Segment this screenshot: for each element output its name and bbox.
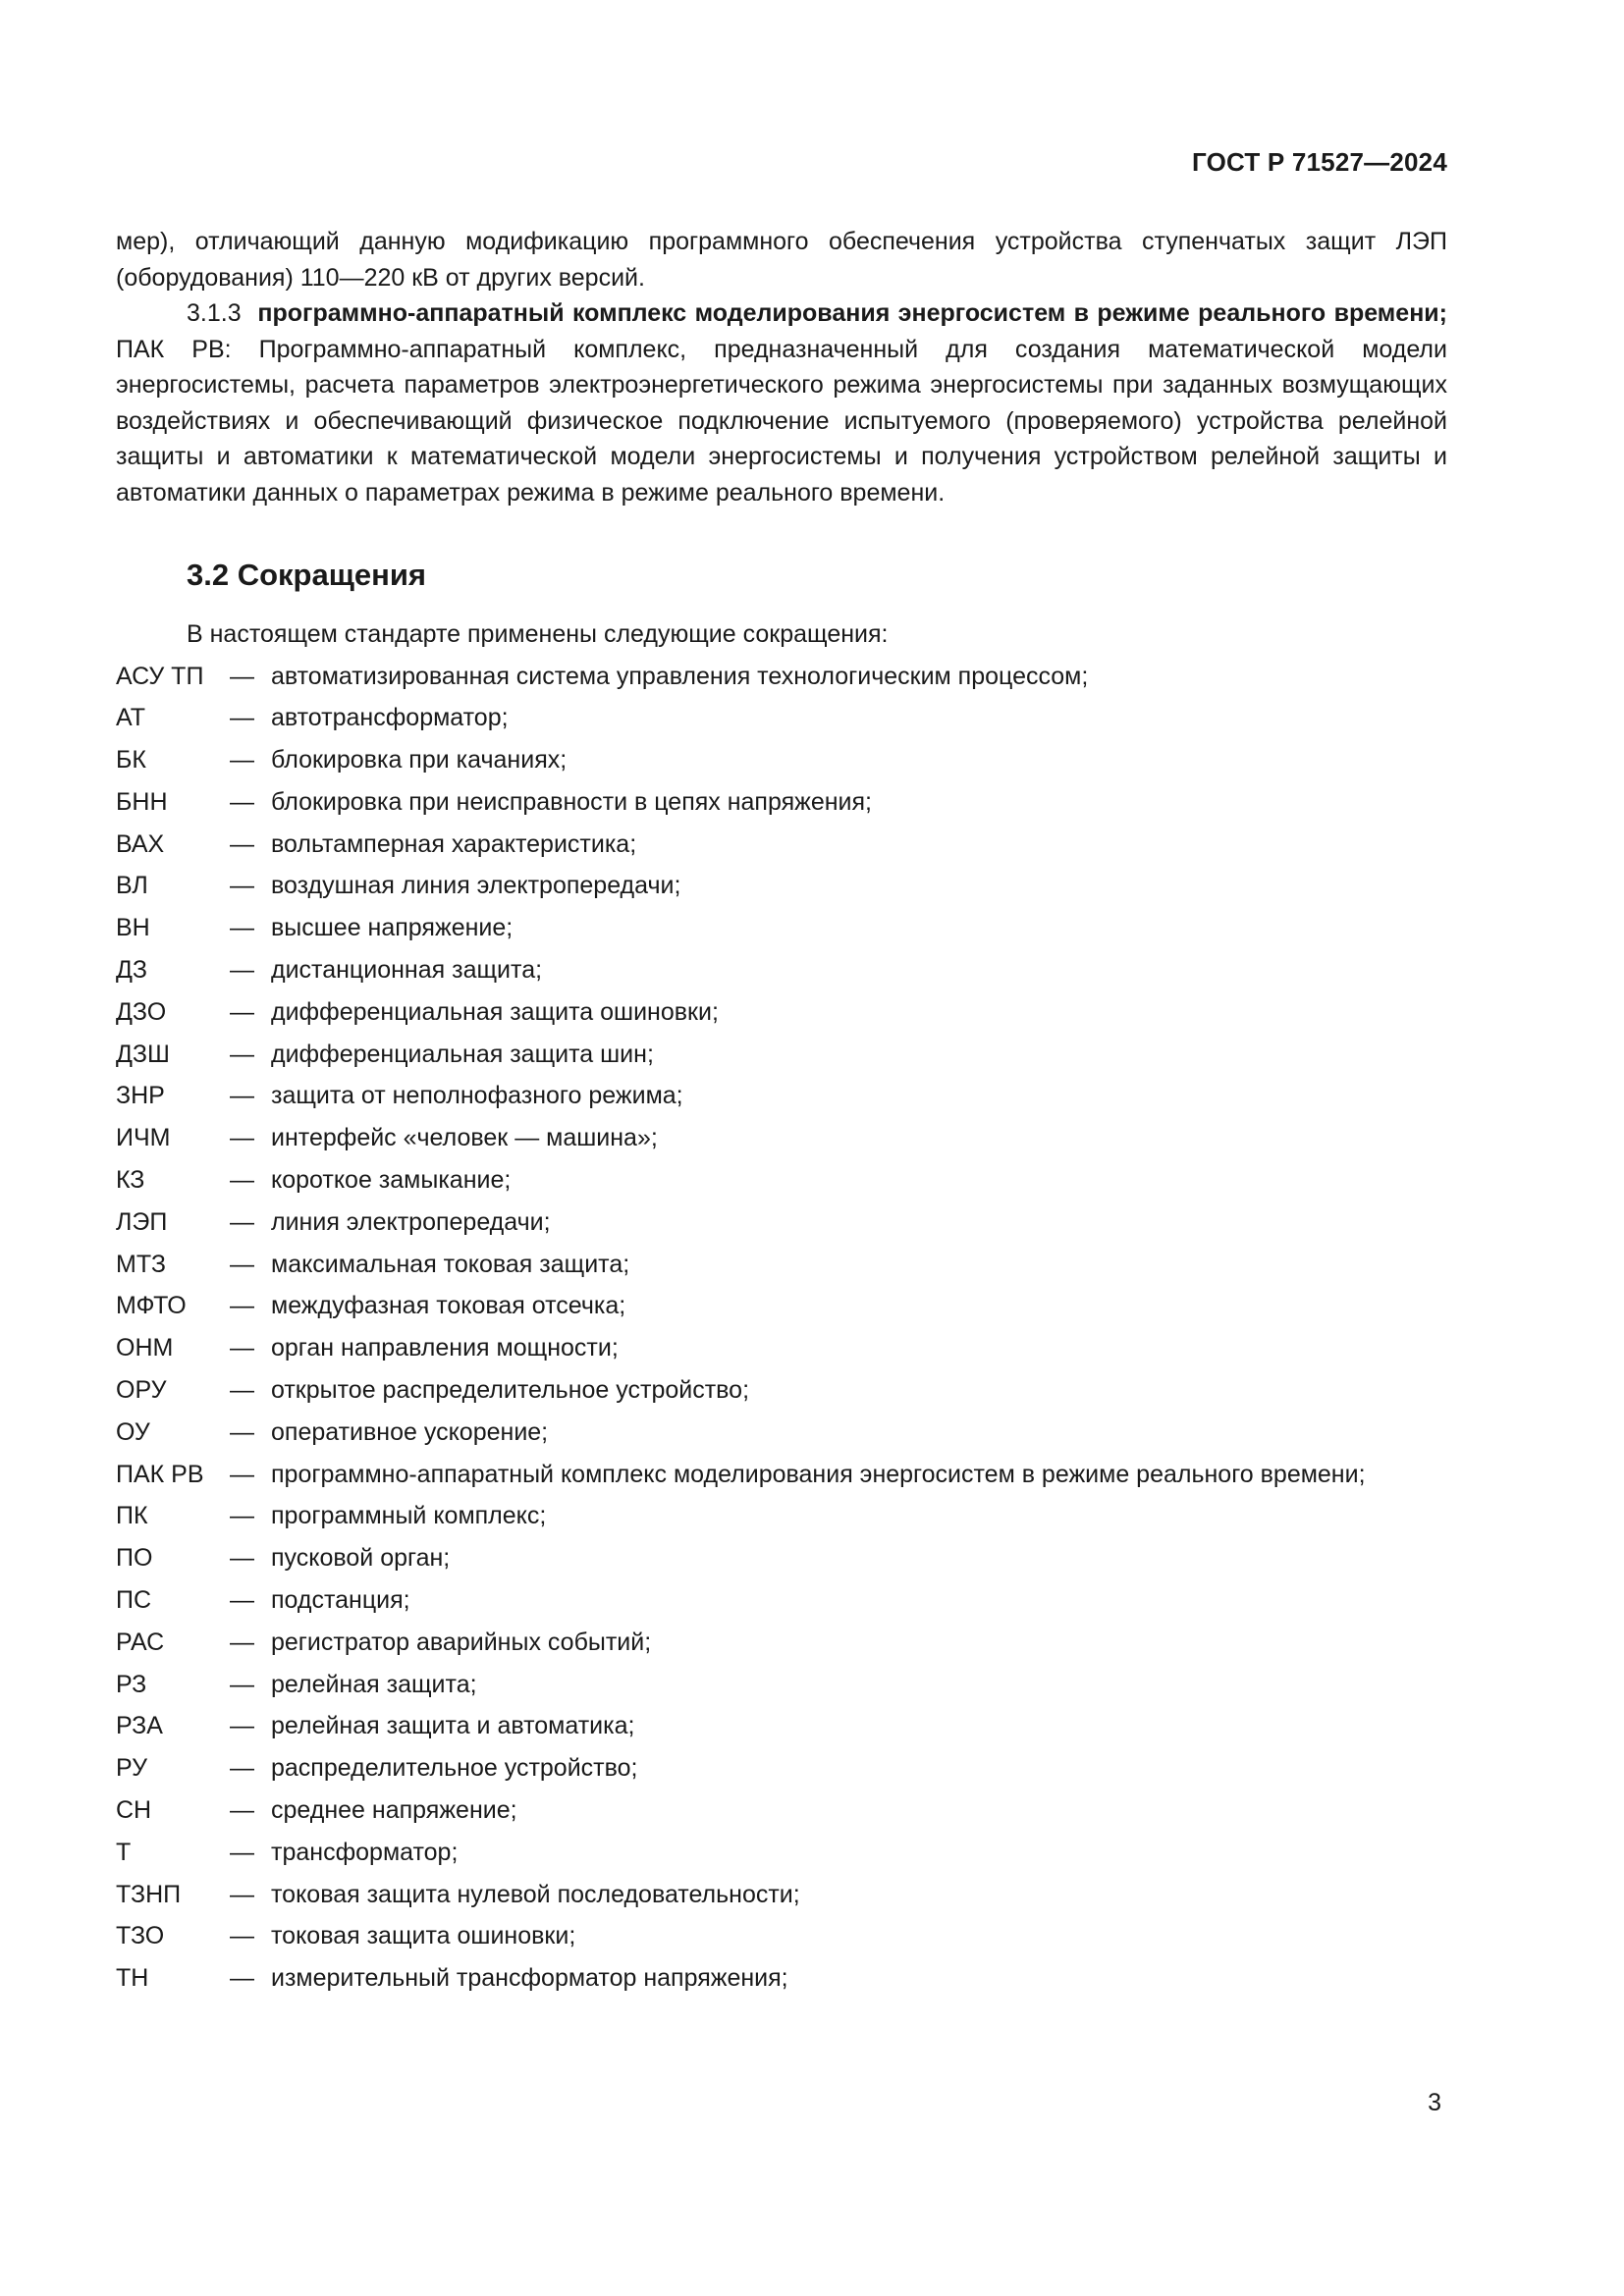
continuation-paragraph: мер), отличающий данную модификацию программного обеспечения устройства ступенчатых защит ЛЭП (оборудования) 110—220 кВ от других версий.: [116, 228, 1447, 292]
abbreviation-row: [116, 868, 1447, 904]
definition-text: ПАК РВ: Программно-аппаратный комплекс, предназначенный для создания математической модели энергосистемы, расчета параметров электроэнергетического режима энергосистемы при заданных возмущающих воздействиях и обеспечивающий физическое подключение испытуемого (проверяемого) устройства релейной защиты и автоматики к математической модели энергосистемы и получения устройством релейной защиты и автоматики данных о параметрах режима в режиме реального времени.: [116, 335, 1447, 507]
abbreviation-dash: —: [230, 1124, 254, 1152]
abbreviation-term: ПС: [116, 1586, 152, 1615]
abbreviation-term: РАС: [116, 1628, 165, 1656]
abbreviation-term: ТЗО: [116, 1922, 165, 1950]
abbreviation-term: ТЗНП: [116, 1880, 182, 1908]
abbreviation-definition: релейная защита и автоматика;: [271, 1712, 635, 1740]
abbreviation-definition: дифференциальная защита шин;: [271, 1040, 654, 1068]
abbreviation-row: [116, 1078, 1447, 1114]
abbreviation-dash: —: [230, 829, 254, 858]
abbreviation-row: [116, 700, 1447, 736]
abbreviation-term: ОРУ: [116, 1376, 167, 1405]
abbreviation-term: ОУ: [116, 1417, 150, 1446]
abbreviation-term: ВН: [116, 914, 150, 942]
abbreviation-dash: —: [230, 704, 254, 732]
abbreviation-row: [116, 1498, 1447, 1534]
abbreviation-row: [116, 1288, 1447, 1324]
abbreviation-definition: блокировка при неисправности в цепях напряжения;: [271, 787, 872, 816]
abbreviation-definition: автотрансформатор;: [271, 704, 509, 732]
abbreviations-list: [116, 659, 1447, 1997]
abbreviation-term: АТ: [116, 704, 145, 732]
abbreviation-dash: —: [230, 787, 254, 816]
abbreviation-term: СН: [116, 1796, 152, 1825]
abbreviation-definition: программно-аппаратный комплекс моделирования энергосистем в режиме реального времени;: [271, 1460, 1366, 1488]
abbreviation-term: РУ: [116, 1754, 148, 1783]
abbreviation-dash: —: [230, 1334, 254, 1362]
abbreviation-dash: —: [230, 1880, 254, 1908]
abbreviation-term: АСУ ТП: [116, 662, 204, 690]
abbreviation-term: Т: [116, 1838, 132, 1866]
abbreviation-row: [116, 1415, 1447, 1451]
abbreviation-dash: —: [230, 1670, 254, 1698]
abbreviation-definition: орган направления мощности;: [271, 1334, 619, 1362]
abbreviation-definition: максимальная токовая защита;: [271, 1250, 630, 1278]
abbreviation-definition: блокировка при качаниях;: [271, 746, 568, 774]
abbreviation-dash: —: [230, 872, 254, 900]
abbreviation-row: [116, 1540, 1447, 1576]
abbreviation-term: ИЧМ: [116, 1124, 171, 1152]
abbreviation-definition: программный комплекс;: [271, 1502, 547, 1530]
abbreviation-term: ОНМ: [116, 1334, 174, 1362]
abbreviation-definition: вольтамперная характеристика;: [271, 829, 637, 858]
abbreviation-dash: —: [230, 1712, 254, 1740]
abbreviation-term: ВАХ: [116, 829, 165, 858]
document-header-id: ГОСТ Р 71527—2024: [1192, 147, 1447, 177]
abbreviation-row: [116, 1835, 1447, 1871]
abbreviation-dash: —: [230, 1964, 254, 1993]
definition-number: 3.1.3: [187, 299, 242, 327]
abbreviation-dash: —: [230, 1292, 254, 1320]
abbreviation-definition: среднее напряжение;: [271, 1796, 517, 1825]
abbreviation-row: [116, 1960, 1447, 1997]
abbreviation-dash: —: [230, 1417, 254, 1446]
abbreviation-term: КЗ: [116, 1166, 145, 1195]
abbreviation-term: ДЗШ: [116, 1040, 170, 1068]
abbreviation-dash: —: [230, 1040, 254, 1068]
abbreviation-row: [116, 784, 1447, 821]
abbreviation-row: [116, 1120, 1447, 1156]
abbreviation-term: ЗНР: [116, 1082, 165, 1110]
abbreviation-row: [116, 1708, 1447, 1744]
abbreviation-term: РЗ: [116, 1670, 147, 1698]
abbreviation-dash: —: [230, 746, 254, 774]
abbreviation-row: [116, 1204, 1447, 1241]
abbreviation-dash: —: [230, 1502, 254, 1530]
abbreviation-row: [116, 1625, 1447, 1661]
abbreviation-dash: —: [230, 914, 254, 942]
abbreviation-dash: —: [230, 997, 254, 1026]
abbreviation-dash: —: [230, 1796, 254, 1825]
abbreviation-row: [116, 1877, 1447, 1913]
abbreviation-dash: —: [230, 1754, 254, 1783]
abbreviation-dash: —: [230, 1922, 254, 1950]
abbreviation-definition: подстанция;: [271, 1586, 410, 1615]
abbreviation-definition: высшее напряжение;: [271, 914, 514, 942]
abbreviation-definition: трансформатор;: [271, 1838, 459, 1866]
abbreviation-row: [116, 1918, 1447, 1954]
abbreviation-dash: —: [230, 662, 254, 690]
definition-term: программно-аппаратный комплекс моделирования энергосистем в режиме реального времени;: [257, 299, 1447, 327]
abbreviation-term: БНН: [116, 787, 168, 816]
abbreviation-dash: —: [230, 1207, 254, 1236]
abbreviation-definition: защита от неполнофазного режима;: [271, 1082, 683, 1110]
abbreviation-row: [116, 1372, 1447, 1409]
abbreviation-row: [116, 1037, 1447, 1073]
abbreviation-row: [116, 659, 1447, 695]
abbreviation-definition: короткое замыкание;: [271, 1166, 512, 1195]
abbreviation-definition: релейная защита;: [271, 1670, 477, 1698]
abbreviation-row: [116, 1247, 1447, 1283]
abbreviation-row: [116, 1792, 1447, 1829]
abbreviation-definition: токовая защита нулевой последовательности;: [271, 1880, 800, 1908]
abbreviation-row: [116, 1457, 1447, 1493]
abbreviation-definition: регистратор аварийных событий;: [271, 1628, 652, 1656]
abbreviation-definition: открытое распределительное устройство;: [271, 1376, 750, 1405]
abbreviation-definition: пусковой орган;: [271, 1544, 451, 1573]
abbreviation-dash: —: [230, 1544, 254, 1573]
abbreviation-row: [116, 952, 1447, 988]
abbreviation-definition: автоматизированная система управления технологическим процессом;: [271, 662, 1089, 690]
abbreviation-row: [116, 742, 1447, 778]
abbreviation-term: ТН: [116, 1964, 149, 1993]
abbreviation-term: ДЗО: [116, 997, 167, 1026]
abbreviation-term: ВЛ: [116, 872, 148, 900]
abbreviation-definition: интерфейс «человек — машина»;: [271, 1124, 658, 1152]
abbreviation-definition: междуфазная токовая отсечка;: [271, 1292, 626, 1320]
abbreviation-row: [116, 994, 1447, 1031]
abbreviation-definition: дифференциальная защита ошиновки;: [271, 997, 719, 1026]
abbreviation-dash: —: [230, 956, 254, 985]
abbreviation-dash: —: [230, 1082, 254, 1110]
abbreviation-term: ЛЭП: [116, 1207, 168, 1236]
abbreviation-row: [116, 1162, 1447, 1199]
abbreviation-dash: —: [230, 1628, 254, 1656]
abbreviation-definition: распределительное устройство;: [271, 1754, 638, 1783]
abbreviation-definition: дистанционная защита;: [271, 956, 543, 985]
abbreviation-row: [116, 1330, 1447, 1366]
abbreviation-term: ПО: [116, 1544, 153, 1573]
abbreviation-definition: линия электропередачи;: [271, 1207, 551, 1236]
abbreviation-row: [116, 1582, 1447, 1619]
abbreviation-row: [116, 910, 1447, 946]
abbreviation-term: ДЗ: [116, 956, 148, 985]
abbreviation-definition: измерительный трансформатор напряжения;: [271, 1964, 788, 1993]
document-body: [116, 224, 1447, 2002]
abbreviation-dash: —: [230, 1586, 254, 1615]
abbreviation-definition: токовая защита ошиновки;: [271, 1922, 576, 1950]
abbreviation-term: МТЗ: [116, 1250, 166, 1278]
section-title: 3.2 Сокращения: [187, 558, 426, 592]
abbreviation-dash: —: [230, 1838, 254, 1866]
abbreviation-term: МФТО: [116, 1292, 187, 1320]
abbreviation-definition: воздушная линия электропередачи;: [271, 872, 681, 900]
abbreviation-row: [116, 1667, 1447, 1703]
abbreviation-dash: —: [230, 1460, 254, 1488]
abbreviation-term: ПАК РВ: [116, 1460, 204, 1488]
abbreviation-dash: —: [230, 1166, 254, 1195]
definition-3-1-3: [116, 295, 1447, 510]
abbreviation-dash: —: [230, 1376, 254, 1405]
abbreviation-term: РЗА: [116, 1712, 163, 1740]
abbreviation-definition: оперативное ускорение;: [271, 1417, 549, 1446]
abbreviations-intro: В настоящем стандарте применены следующие сокращения:: [187, 620, 889, 648]
page-number: 3: [1428, 2089, 1441, 2116]
abbreviation-term: ПК: [116, 1502, 148, 1530]
abbreviation-term: БК: [116, 746, 146, 774]
abbreviation-dash: —: [230, 1250, 254, 1278]
abbreviation-row: [116, 1750, 1447, 1787]
abbreviation-row: [116, 827, 1447, 863]
